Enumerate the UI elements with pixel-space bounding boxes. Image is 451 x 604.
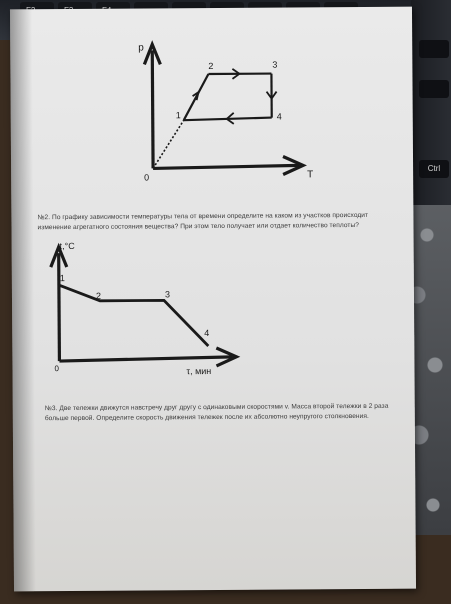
axis-label-t: T xyxy=(307,169,314,181)
origin-label: 0 xyxy=(144,172,150,183)
temperature-curve xyxy=(59,284,208,347)
point-label-4: 4 xyxy=(276,111,282,122)
key xyxy=(419,40,449,58)
axis-label-temperature: t,°C xyxy=(59,240,75,252)
axis-label-p: p xyxy=(138,42,144,54)
diagram-temperature-time xyxy=(10,7,416,592)
key-ctrl: Ctrl xyxy=(419,160,449,178)
point-label-1: 1 xyxy=(175,110,181,121)
question-2-text: №2. По графику зависимости температуры тела от времени определите на каком из участков происходит изменение агрегатного состояния вещества? При этом тело получает или отдает количество теплоты? xyxy=(37,211,369,231)
point-label-2: 2 xyxy=(95,290,102,301)
point-label-3: 3 xyxy=(164,289,171,300)
point-label-3: 3 xyxy=(272,59,278,70)
axis-label-time: τ, мин xyxy=(186,366,212,377)
point-label-1: 1 xyxy=(59,273,65,284)
point-label-2: 2 xyxy=(208,60,214,72)
key xyxy=(419,80,449,98)
laptop-side-keys xyxy=(411,0,451,215)
point-label-4: 4 xyxy=(204,328,210,339)
time-axis xyxy=(59,357,232,361)
t-axis-vertical xyxy=(59,253,60,361)
worksheet-page xyxy=(10,7,416,592)
origin-label: 0 xyxy=(54,364,59,374)
question-3-text: №3. Две тележки движутся навстречу друг другу с одинаковыми скоростями v. Масса второй тележки в 2 раза больше первой. Определите скорость движения тележек после их абсолютно неупругого столкновения. xyxy=(44,402,389,422)
